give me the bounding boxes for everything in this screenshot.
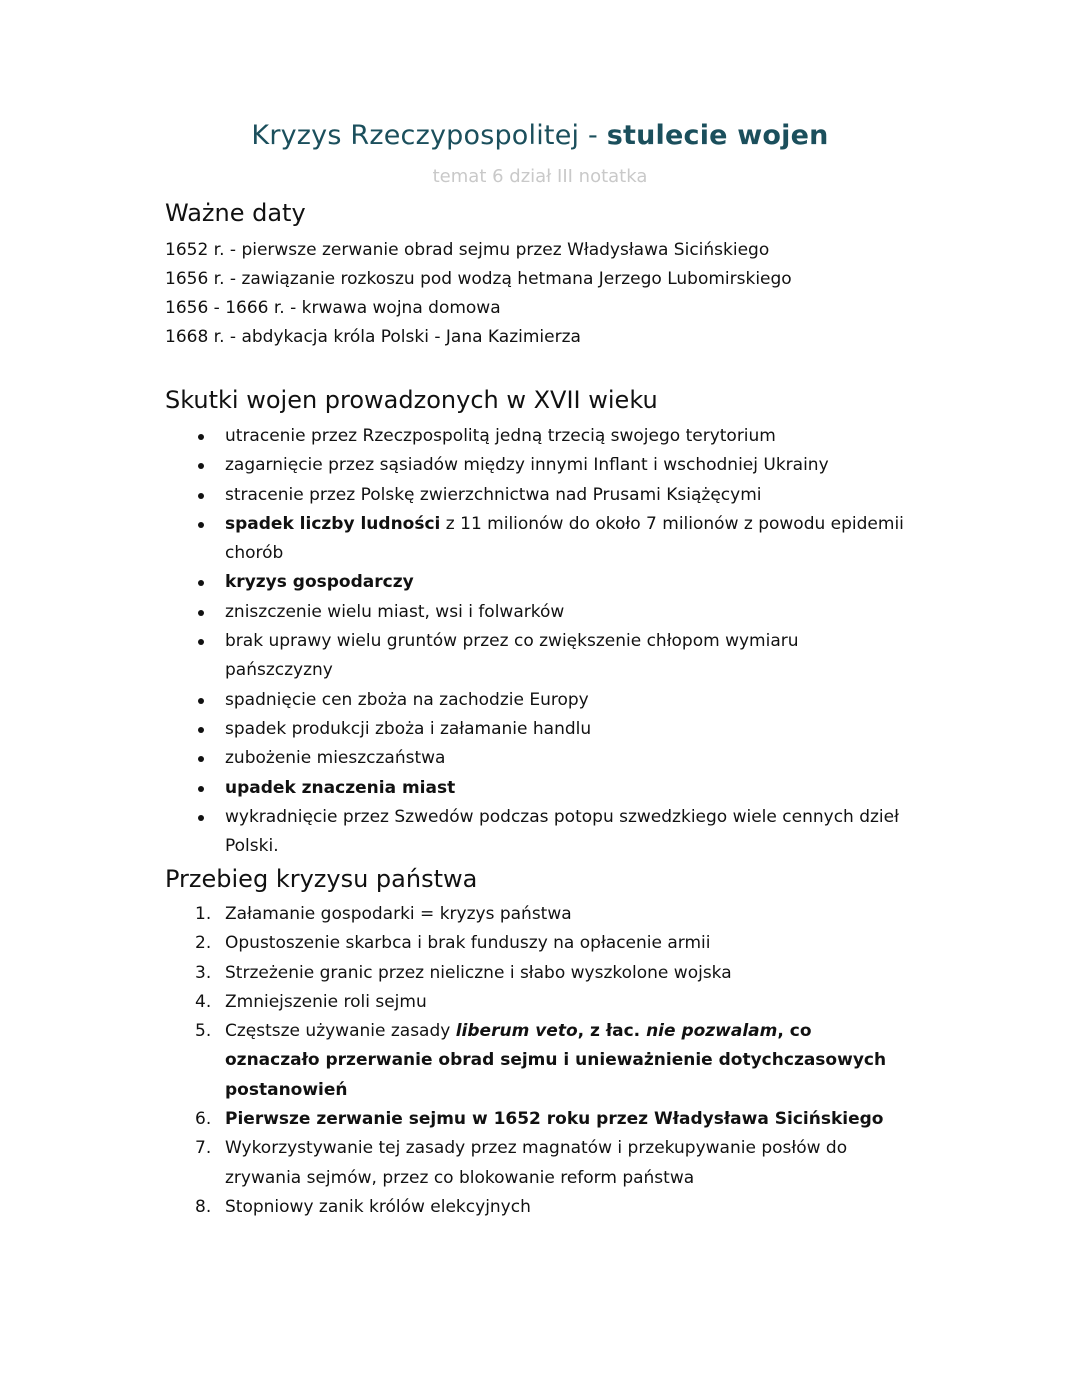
crisis-list bbox=[190, 900, 910, 1222]
document-subtitle: temat 6 dział III notatka bbox=[432, 166, 648, 187]
list-item: utracenie przez Rzeczpospolitą jedną trzecią swojego terytorium bbox=[190, 422, 910, 451]
list-item: wykradnięcie przez Szwedów podczas potopu szwedzkiego wiele cennych dzieł Polski. bbox=[190, 803, 910, 862]
title-normal: Kryzys Rzeczypospolitej - bbox=[251, 120, 607, 151]
list-item: spadnięcie cen zboża na zachodzie Europy bbox=[190, 686, 910, 715]
effects-list bbox=[190, 422, 910, 861]
list-item: 4. Zmniejszenie roli sejmu bbox=[195, 991, 427, 1012]
list-item: 1. Załamanie gospodarki = kryzys państwa bbox=[195, 904, 572, 924]
list-item: upadek znaczenia miast bbox=[190, 774, 910, 803]
heading-crisis: Przebieg kryzysu państwa bbox=[165, 865, 478, 893]
title-bold: stulecie wojen bbox=[606, 120, 829, 151]
list-item: spadek liczby ludności z 11 milionów do około 7 milionów z powodu epidemii chorób bbox=[190, 510, 910, 569]
date-line: 1656 r. - zawiązanie rozkoszu pod wodzą hetmana Jerzego Lubomirskiego bbox=[165, 269, 792, 289]
date-line: 1656 - 1666 r. - krwawa wojna domowa bbox=[165, 298, 501, 318]
heading-effects: Skutki wojen prowadzonych w XVII wieku bbox=[165, 386, 658, 414]
list-item: 5. Częstsze używanie zasady liberum veto, z łac. nie pozwalam, co oznaczało przerwanie obrad sejmu i unieważnienie dotychczasowych postanowień bbox=[195, 1021, 887, 1100]
list-item: 7. Wykorzystywanie tej zasady przez magnatów i przekupywanie posłów do zrywania sejmów, przez co blokowanie reform państwa bbox=[195, 1138, 848, 1188]
list-item: spadek produkcji zboża i załamanie handlu bbox=[190, 715, 910, 744]
heading-dates: Ważne daty bbox=[165, 199, 306, 227]
list-item: zubożenie mieszczaństwa bbox=[190, 744, 910, 773]
date-line: 1668 r. - abdykacja króla Polski - Jana Kazimierza bbox=[165, 327, 581, 347]
list-item: 6. Pierwsze zerwanie sejmu w 1652 roku przez Władysława Sicińskiego bbox=[195, 1109, 884, 1130]
date-line: 1652 r. - pierwsze zerwanie obrad sejmu przez Władysława Sicińskiego bbox=[165, 240, 770, 260]
list-item: stracenie przez Polskę zwierzchnictwa nad Prusami Książęcymi bbox=[190, 481, 910, 510]
list-item: 3. Strzeżenie granic przez nieliczne i słabo wyszkolone wojska bbox=[195, 962, 732, 983]
list-item: zniszczenie wielu miast, wsi i folwarków bbox=[190, 598, 910, 627]
list-item: 2. Opustoszenie skarbca i brak funduszy na opłacenie armii bbox=[195, 933, 711, 954]
list-item: 8. Stopniowy zanik królów elekcyjnych bbox=[195, 1196, 531, 1217]
list-item: brak uprawy wielu gruntów przez co zwiększenie chłopom wymiaru pańszczyzny bbox=[190, 627, 910, 686]
list-item: zagarnięcie przez sąsiadów między innymi Inflant i wschodniej Ukrainy bbox=[190, 451, 910, 480]
document-title bbox=[0, 120, 1080, 151]
list-item: kryzys gospodarczy bbox=[190, 568, 910, 597]
